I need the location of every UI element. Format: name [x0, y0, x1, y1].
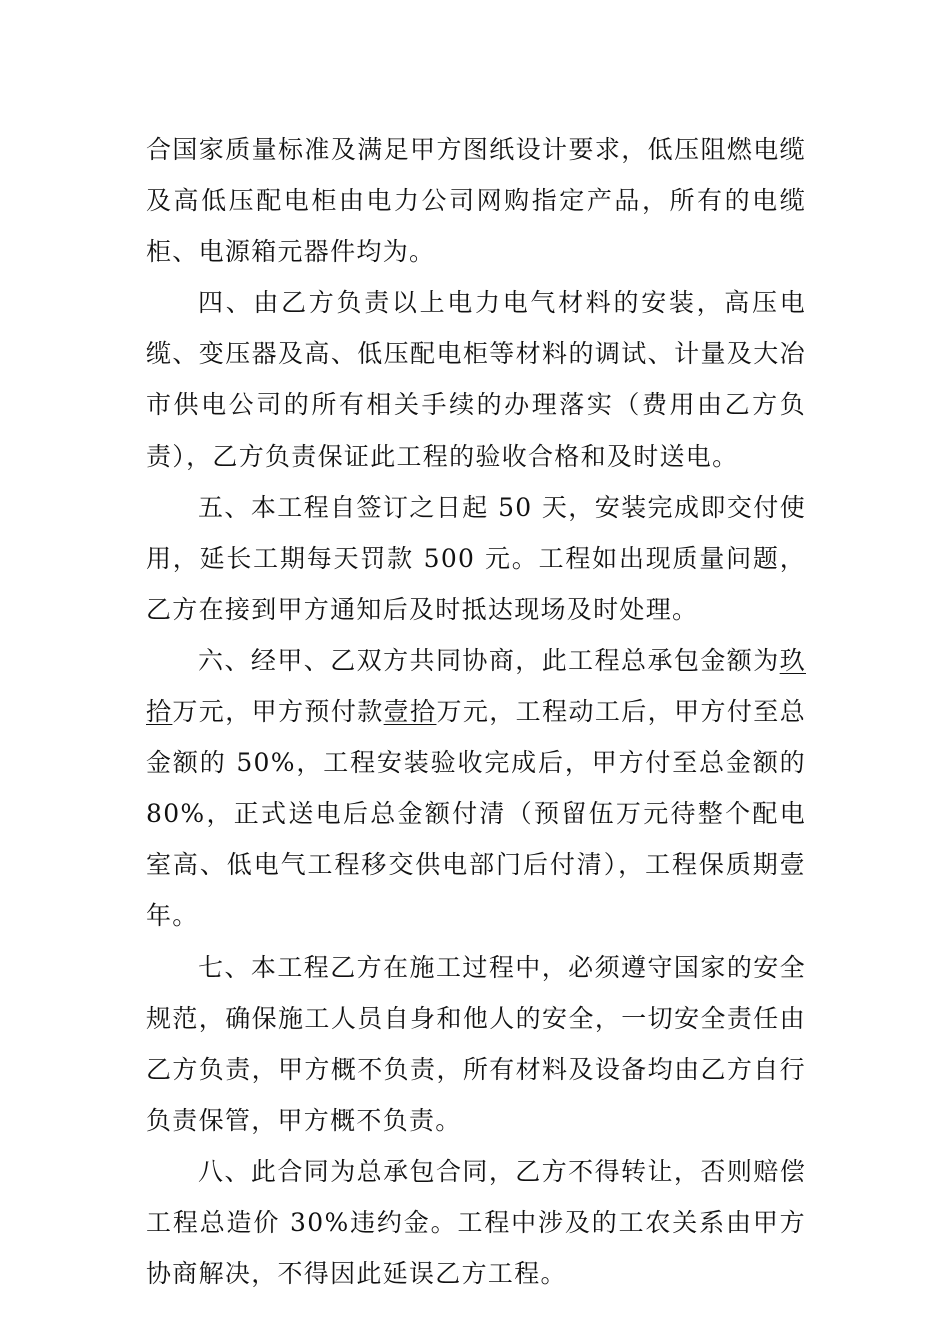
paragraph-text: 合国家质量标准及满足甲方图纸设计要求，低压阻燃电缆及高低压配电柜由电力公司网购指定产品，所有的电缆柜、电源箱元器件均为。 [146, 135, 806, 267]
underlined-amount: 壹拾 [383, 697, 437, 727]
paragraph-p-clause-6 [146, 635, 806, 942]
paragraph-p-continued [146, 124, 806, 277]
paragraph-text: 万元，工程动工后，甲方付至总金额的 50%，工程安装验收完成后，甲方付至总金额的 80%，正式送电后总金额付清（预留伍万元待整个配电室高、低电气工程移交供电部门后付清），工程保质期壹年。 [146, 697, 806, 931]
paragraph-text: 六、经甲、乙双方共同协商，此工程总承包金额为 [198, 645, 780, 675]
contract-body-text [146, 124, 806, 1299]
paragraph-text: 八、此合同为总承包合同，乙方不得转让，否则赔偿工程总造价 30%违约金。工程中涉及的工农关系由甲方协商解决，不得因此延误乙方工程。 [146, 1156, 806, 1289]
paragraph-p-clause-8 [146, 1146, 806, 1299]
paragraph-p-clause-5 [146, 482, 806, 635]
paragraph-text: 七、本工程乙方在施工过程中，必须遵守国家的安全规范，确保施工人员自身和他人的安全，一切安全责任由乙方负责，甲方概不负责，所有材料及设备均由乙方自行负责保管，甲方概不负责。 [146, 952, 806, 1135]
paragraph-p-clause-4 [146, 277, 806, 481]
paragraph-text: 五、本工程自签订之日起 50 天，安装完成即交付使用，延长工期每天罚款 500 元。工程如出现质量问题，乙方在接到甲方通知后及时抵达现场及时处理。 [146, 492, 806, 624]
paragraph-text: 四、由乙方负责以上电力电气材料的安装，高压电缆、变压器及高、低压配电柜等材料的调试、计量及大冶市供电公司的所有相关手续的办理落实（费用由乙方负责），乙方负责保证此工程的验收合格和及时送电。 [146, 288, 806, 471]
paragraph-text: 万元，甲方预付款 [172, 697, 384, 727]
underlined-amount: 玖拾 [146, 645, 806, 727]
paragraph-p-clause-7 [146, 942, 806, 1146]
